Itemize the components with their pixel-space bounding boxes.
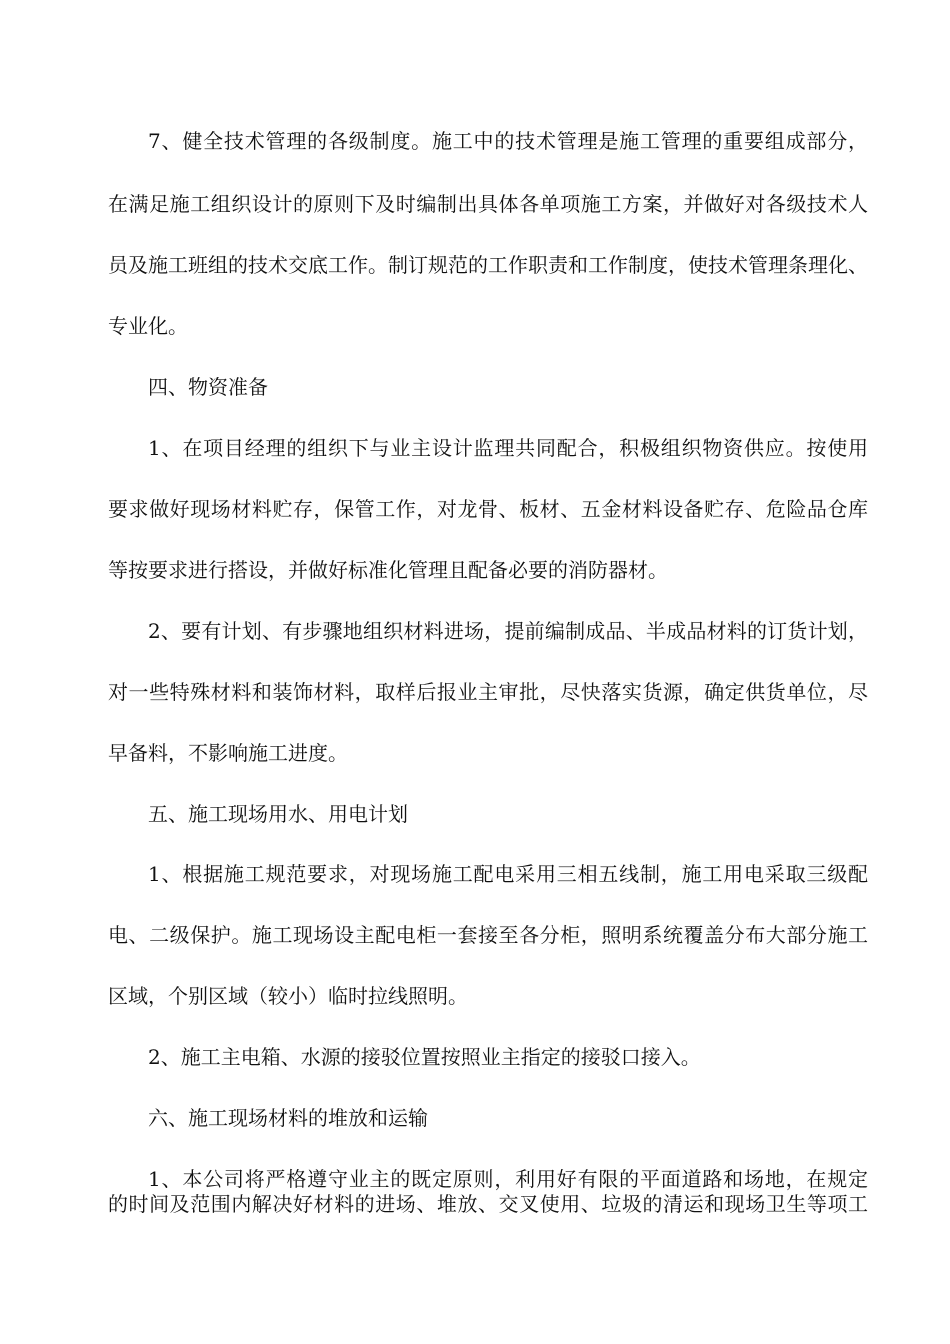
- paragraph-line: 电、二级保护。施工现场设主配电柜一套接至各分柜，照明系统覆盖分布大部分施工: [108, 923, 868, 947]
- section-heading: 五、施工现场用水、用电计划: [148, 802, 408, 826]
- paragraph-line: 7、健全技术管理的各级制度。施工中的技术管理是施工管理的重要组成部分，: [148, 129, 868, 153]
- paragraph-line: 早备料，不影响施工进度。: [108, 741, 348, 765]
- paragraph-line: 在满足施工组织设计的原则下及时编制出具体各单项施工方案，并做好对各级技术人: [108, 192, 868, 216]
- section-heading: 四、物资准备: [148, 375, 268, 399]
- paragraph-line: 2、施工主电箱、水源的接驳位置按照业主指定的接驳口接入。: [148, 1045, 701, 1069]
- paragraph-line: 员及施工班组的技术交底工作。制订规范的工作职责和工作制度，使技术管理条理化、: [108, 253, 868, 277]
- paragraph-line: 1、根据施工规范要求，对现场施工配电采用三相五线制，施工用电采取三级配: [148, 862, 868, 886]
- paragraph-line: 2、要有计划、有步骤地组织材料进场，提前编制成品、半成品材料的订货计划，: [148, 619, 868, 643]
- paragraph-line: 对一些特殊材料和装饰材料，取样后报业主审批，尽快落实货源，确定供货单位，尽: [108, 680, 868, 704]
- paragraph-line: 1、本公司将严格遵守业主的既定原则，利用好有限的平面道路和场地，在规定: [148, 1167, 868, 1191]
- paragraph-line: 1、在项目经理的组织下与业主设计监理共同配合，积极组织物资供应。按使用: [148, 436, 868, 460]
- section-heading: 六、施工现场材料的堆放和运输: [148, 1106, 428, 1130]
- paragraph-line: 区域，个别区域（较小）临时拉线照明。: [108, 984, 468, 1008]
- paragraph-line: 要求做好现场材料贮存，保管工作，对龙骨、板材、五金材料设备贮存、危险品仓库: [108, 497, 868, 521]
- paragraph-line: 等按要求进行搭设，并做好标准化管理且配备必要的消防器材。: [108, 558, 668, 582]
- paragraph-line: 的时间及范围内解决好材料的进场、堆放、交叉使用、垃圾的清运和现场卫生等项工: [108, 1192, 868, 1216]
- paragraph-line: 专业化。: [108, 314, 188, 338]
